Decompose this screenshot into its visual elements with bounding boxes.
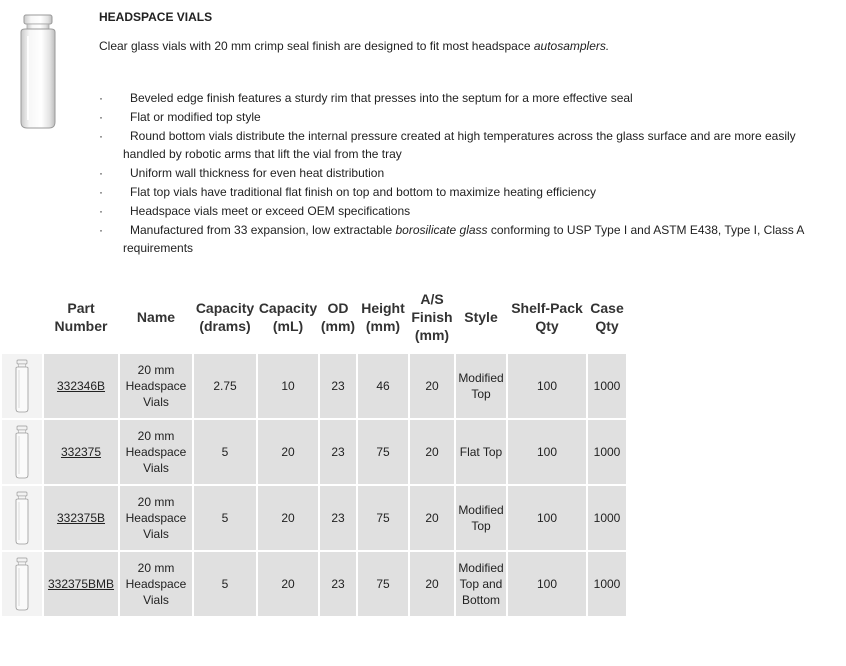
height-cell: 75 <box>357 485 409 551</box>
page-title: HEADSPACE VIALS <box>99 10 213 24</box>
table-row <box>1 485 627 551</box>
column-header-part-number: Part Number <box>54 300 108 334</box>
style-cell: Modified Top and Bottom <box>455 551 507 617</box>
name-cell: 20 mm Headspace Vials <box>119 353 193 419</box>
shelf-pack-qty-cell: 100 <box>507 353 587 419</box>
vial-image-cell <box>1 551 43 617</box>
table-header-row <box>1 282 627 353</box>
vial-thumbnail-icon <box>14 425 30 479</box>
column-header-as-finish: A/S Finish (mm) <box>411 291 453 343</box>
part-number-link[interactable]: 332375BMB <box>47 577 115 591</box>
spec-table <box>0 282 628 618</box>
column-header-image <box>1 282 43 353</box>
name-cell: 20 mm Headspace Vials <box>119 419 193 485</box>
column-header-height: Height (mm) <box>361 300 405 334</box>
capacity-drams-cell: 5 <box>193 551 257 617</box>
column-header-name: Name <box>136 309 176 325</box>
finish-cell: 20 <box>409 419 455 485</box>
name-cell: 20 mm Headspace Vials <box>119 485 193 551</box>
column-header-od: OD (mm) <box>320 300 356 334</box>
height-cell: 75 <box>357 419 409 485</box>
shelf-pack-qty-cell: 100 <box>507 419 587 485</box>
finish-cell: 20 <box>409 353 455 419</box>
column-header-case-qty: Case Qty <box>590 300 624 334</box>
od-cell: 23 <box>319 485 357 551</box>
capacity-ml-cell: 20 <box>257 419 319 485</box>
case-qty-cell: 1000 <box>587 485 627 551</box>
intro-text: Clear glass vials with 20 mm crimp seal finish are designed to fit most headspace autosamplers. <box>99 39 610 53</box>
part-number-link[interactable]: 332375B <box>56 511 106 525</box>
part-number-link[interactable]: 332375 <box>60 445 102 459</box>
part-number-cell <box>43 551 119 617</box>
list-item: · Headspace vials meet or exceed OEM specifications <box>99 204 411 218</box>
od-cell: 23 <box>319 551 357 617</box>
finish-cell: 20 <box>409 551 455 617</box>
height-cell: 75 <box>357 551 409 617</box>
style-cell: Flat Top <box>455 419 507 485</box>
finish-cell: 20 <box>409 485 455 551</box>
spec-table-container <box>0 282 628 618</box>
case-qty-cell: 1000 <box>587 551 627 617</box>
name-cell: 20 mm Headspace Vials <box>119 551 193 617</box>
capacity-ml-cell: 10 <box>257 353 319 419</box>
od-cell: 23 <box>319 419 357 485</box>
list-item: · Manufactured from 33 expansion, low extractable borosilicate glass conforming to USP Type I and ASTM E438, Type I, Class A requirements <box>99 223 804 255</box>
shelf-pack-qty-cell: 100 <box>507 485 587 551</box>
capacity-drams-cell: 5 <box>193 485 257 551</box>
vial-image-cell <box>1 353 43 419</box>
od-cell: 23 <box>319 353 357 419</box>
column-header-shelf-pack-qty: Shelf-Pack Qty <box>511 300 583 334</box>
column-header-style: Style <box>464 309 498 325</box>
height-cell: 46 <box>357 353 409 419</box>
capacity-ml-cell: 20 <box>257 551 319 617</box>
part-number-cell <box>43 353 119 419</box>
vial-image-cell <box>1 419 43 485</box>
case-qty-cell: 1000 <box>587 419 627 485</box>
list-item: · Flat or modified top style <box>99 110 261 124</box>
case-qty-cell: 1000 <box>587 353 627 419</box>
list-item: · Flat top vials have traditional flat finish on top and bottom to maximize heating efficiency <box>99 185 597 199</box>
feature-list <box>99 89 829 258</box>
capacity-drams-cell: 2.75 <box>193 353 257 419</box>
vial-thumbnail-icon <box>14 359 30 413</box>
part-number-cell <box>43 485 119 551</box>
shelf-pack-qty-cell: 100 <box>507 551 587 617</box>
list-item: · Round bottom vials distribute the internal pressure created at high temperatures across the glass surface and are more easily handled by robotic arms that lift the vial from the tray <box>99 129 796 161</box>
part-number-link[interactable]: 332346B <box>56 379 106 393</box>
capacity-ml-cell: 20 <box>257 485 319 551</box>
list-item: · Uniform wall thickness for even heat distribution <box>99 166 385 180</box>
glass-vial-icon <box>18 14 58 130</box>
capacity-drams-cell: 5 <box>193 419 257 485</box>
table-row <box>1 353 627 419</box>
vial-image-cell <box>1 485 43 551</box>
table-row <box>1 551 627 617</box>
column-header-capacity-ml: Capacity (mL) <box>258 300 318 334</box>
vial-thumbnail-icon <box>14 491 30 545</box>
part-number-cell <box>43 419 119 485</box>
style-cell: Modified Top <box>455 353 507 419</box>
style-cell: Modified Top <box>455 485 507 551</box>
table-row <box>1 419 627 485</box>
vial-thumbnail-icon <box>14 557 30 611</box>
list-item: · Beveled edge finish features a sturdy rim that presses into the septum for a more effective seal <box>99 91 633 105</box>
column-header-capacity-drams: Capacity (drams) <box>195 300 255 334</box>
